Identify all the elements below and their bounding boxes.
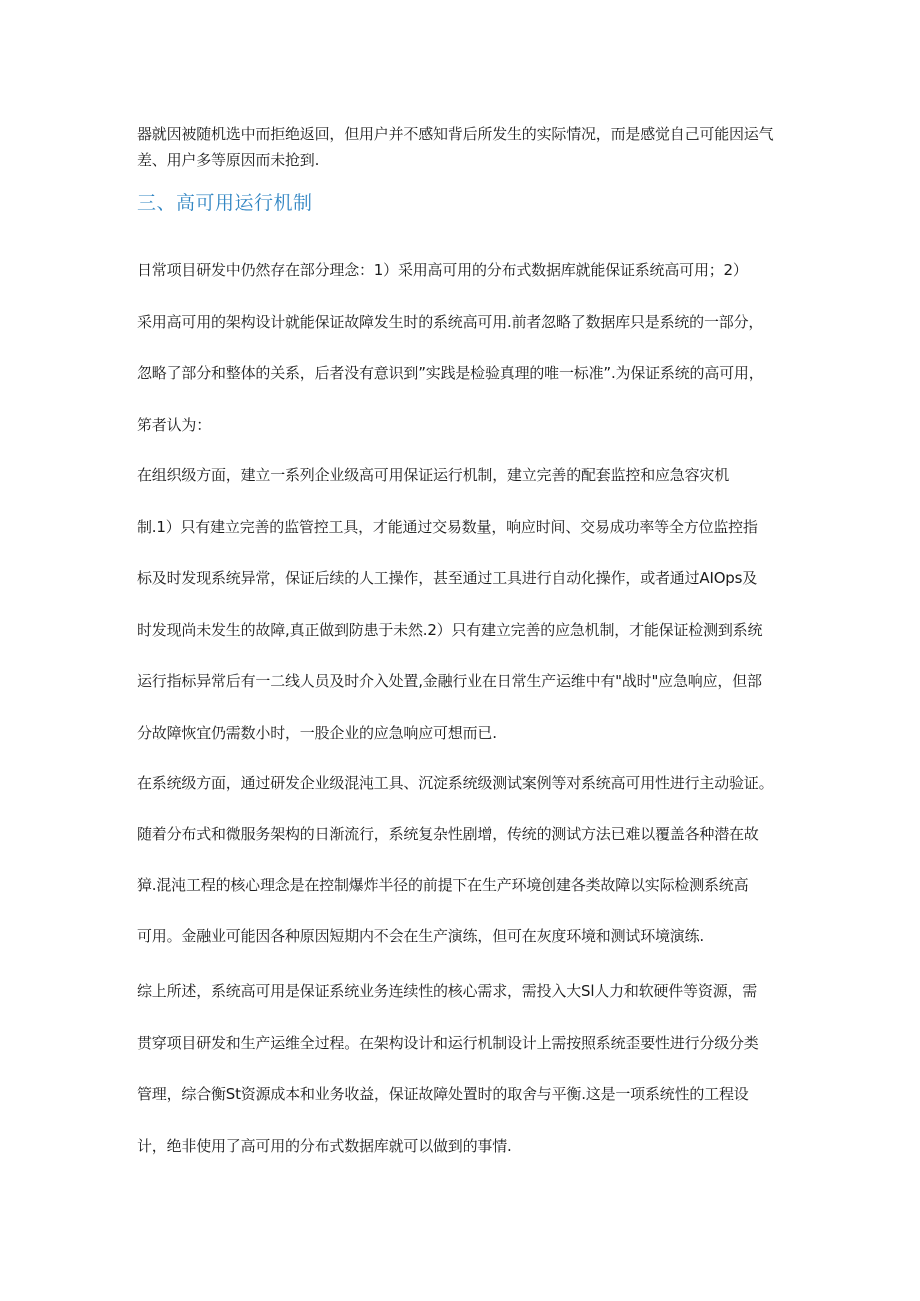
text-line: 分故障恢宜仍需数小时，一股企业的应急响应可想而已. bbox=[137, 723, 497, 742]
text-line: 器就因被随机选中而拒绝返回，但用户并不感知背后所发生的实际情况，而是感觉自己可能因运气 bbox=[137, 125, 774, 143]
text-line: 综上所述，系统高可用是保证系统业务连续性的核心需求，需投入大Sl人力和软硬件等资源，需 bbox=[137, 982, 758, 1000]
section-heading: 三、高可用运行机制 bbox=[137, 192, 313, 214]
paragraph-organization-level bbox=[137, 462, 787, 771]
text-line: 时发现尚未发生的故障,真正做到防患于未然.2）只有建立完善的应急机制，才能保证检测到系统 bbox=[137, 620, 763, 639]
text-line: 可用。金融业可能因各种原因短期内不会在生产演练，但可在灰度环境和测试环境演练. bbox=[137, 927, 704, 945]
text-line: 采用高可用的架构设计就能保证故障发生时的系统高可用.前者忽略了数据库只是系统的一部分， bbox=[137, 312, 764, 331]
text-line: 忽略了部分和整体的关系，后者没有意识到”实践是检验真理的唯一标准”.为保证系统的高可用， bbox=[137, 364, 764, 382]
text-line: 差、用户多等原因而未抢到. bbox=[137, 151, 320, 169]
text-line: 在系统级方面，通过研发企业级混沌工具、沉淀系统级测试案例等对系统高可用性进行主动验证。 bbox=[137, 774, 774, 792]
paragraph-concepts bbox=[137, 257, 787, 463]
paragraph-system-level bbox=[137, 770, 787, 974]
text-line: 计，绝非使用了高可用的分布式数据库就可以做到的事情. bbox=[137, 1136, 512, 1155]
text-line: 管理，综合衡St资源成本和业务收益，保证故障处置时的取舍与平衡.这是一项系统性的工程设 bbox=[137, 1085, 749, 1103]
text-line: 笫者认为： bbox=[137, 415, 212, 434]
text-line: 贯穿项目研发和生产运维全过程。在架构设计和运行机制设计上需按照系统歪要性进行分级分类 bbox=[137, 1033, 759, 1052]
text-line: 獐.混沌工程的核心理念是在控制爆炸半径的前提下在生产环境创建各类故障以实际检测系统高 bbox=[137, 876, 749, 894]
text-line: 运行指标异常后有一二线人员及时介入处置,金融行业在日常生产运维中有"战时"应急响应，但部 bbox=[137, 672, 762, 690]
text-line: 日常项目研发中仍然存在部分理念：1）采用高可用的分布式数据库就能保证系统高可用；2） bbox=[137, 261, 748, 279]
text-line: 在组织级方面，建立一系列企业级高可用保证运行机制，建立完善的配套监控和应急容灾机 bbox=[137, 466, 730, 484]
intro-paragraph bbox=[137, 121, 787, 173]
text-line: 随着分布式和微服务架构的日渐流行，系统复杂性剧增，传统的测试方法已难以覆盖各种潜在故 bbox=[137, 825, 759, 843]
text-line: 制.1）只有建立完善的监管控工具，才能通过交易数量，响应时间、交易成功率等全方位监控指 bbox=[137, 517, 758, 536]
paragraph-summary bbox=[137, 978, 787, 1184]
text-line: 标及时发现系统异常，保证后续的人工操作，甚至通过工具进行自动化操作，或者通过AIOps及 bbox=[137, 569, 758, 587]
